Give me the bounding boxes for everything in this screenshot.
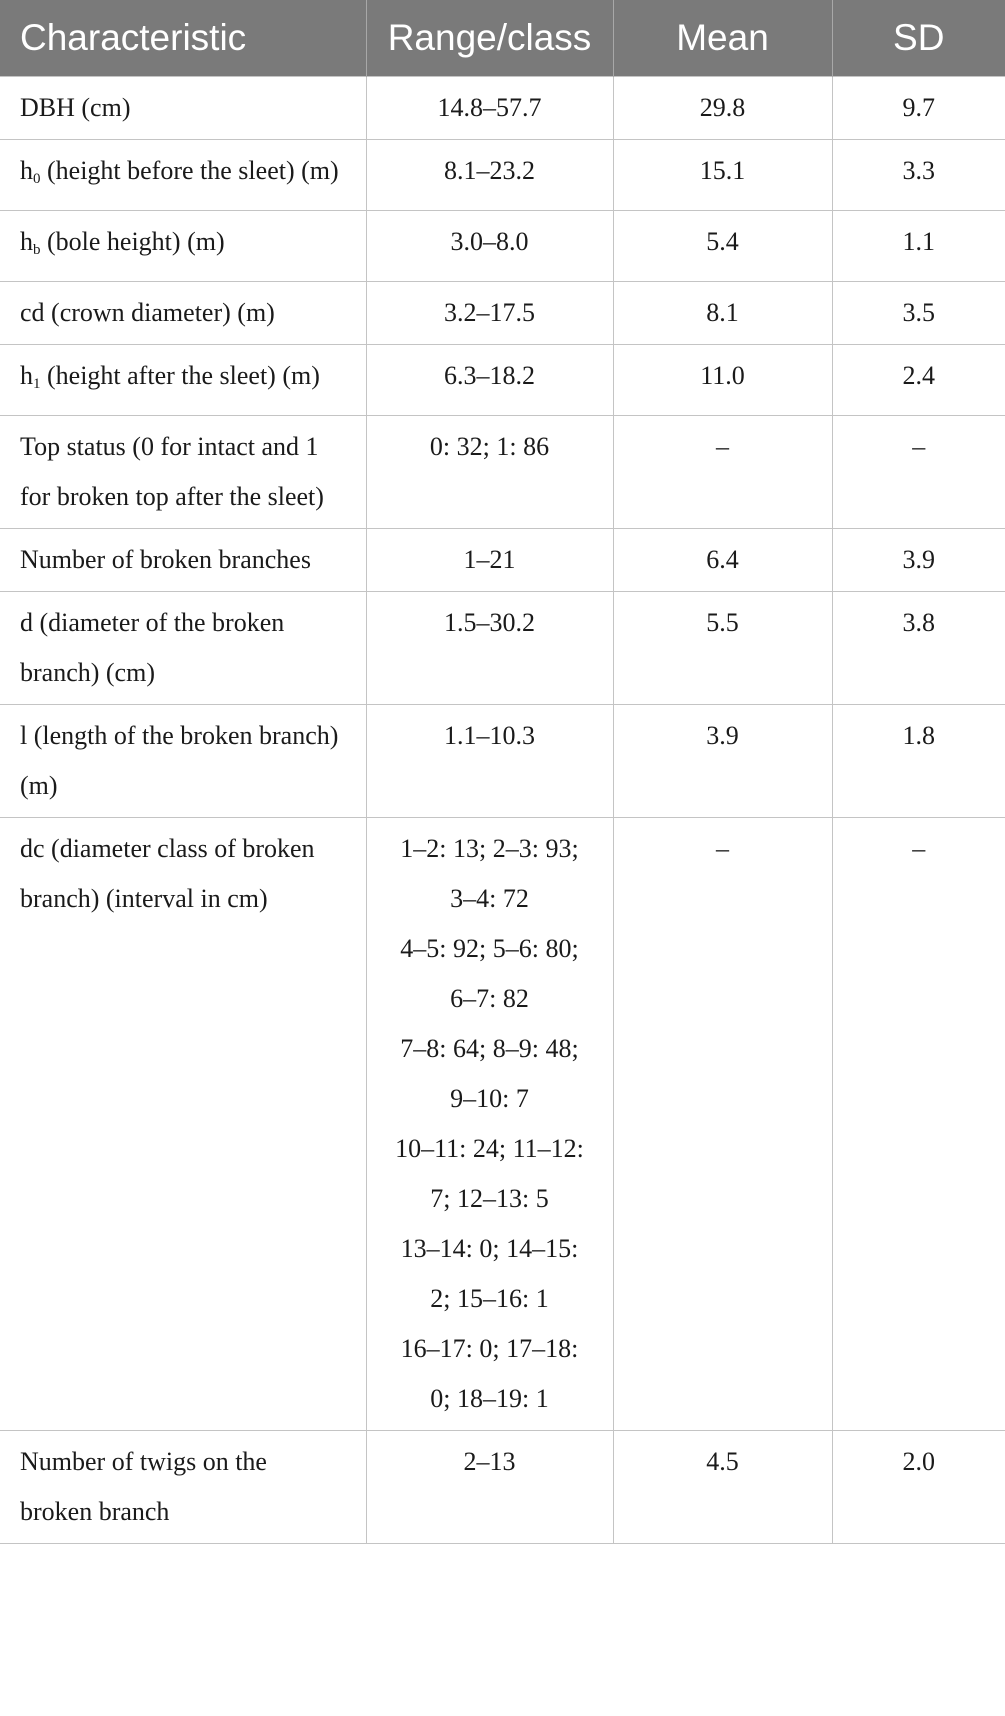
range-class-line: 1–2: 13; 2–3: 93; bbox=[400, 834, 579, 863]
cell-sd: 9.7 bbox=[832, 77, 1005, 140]
range-class-line: 6.3–18.2 bbox=[444, 361, 535, 390]
characteristic-text: h bbox=[20, 156, 33, 185]
cell-range-class bbox=[366, 529, 613, 592]
table-header bbox=[0, 0, 1005, 77]
table-row bbox=[0, 211, 1005, 282]
cell-mean: 4.5 bbox=[613, 1431, 832, 1544]
cell-range-class bbox=[366, 1431, 613, 1544]
characteristic-text: h bbox=[20, 361, 33, 390]
characteristic-subscript: 1 bbox=[33, 376, 41, 392]
cell-mean: 11.0 bbox=[613, 345, 832, 416]
cell-mean: 29.8 bbox=[613, 77, 832, 140]
header-sd: SD bbox=[832, 0, 1005, 77]
header-characteristic: Characteristic bbox=[20, 17, 247, 58]
range-class-line: 4–5: 92; 5–6: 80; bbox=[400, 934, 579, 963]
characteristic-subscript: 0 bbox=[33, 171, 41, 187]
cell-sd: 3.3 bbox=[832, 140, 1005, 211]
range-class-line: 1.1–10.3 bbox=[444, 721, 535, 750]
cell-characteristic bbox=[0, 140, 366, 211]
characteristic-text: Number of broken branches bbox=[20, 545, 311, 574]
cell-characteristic bbox=[0, 818, 366, 1431]
table-row bbox=[0, 345, 1005, 416]
cell-mean: 6.4 bbox=[613, 529, 832, 592]
range-class-line: 14.8–57.7 bbox=[437, 93, 542, 122]
cell-mean: – bbox=[613, 416, 832, 529]
characteristic-text: h bbox=[20, 227, 33, 256]
table-row bbox=[0, 705, 1005, 818]
cell-characteristic bbox=[0, 282, 366, 345]
cell-characteristic bbox=[0, 77, 366, 140]
range-class-line: 7–8: 64; 8–9: 48; bbox=[400, 1034, 579, 1063]
cell-mean: 8.1 bbox=[613, 282, 832, 345]
characteristic-text: l (length of the broken branch) (m) bbox=[20, 721, 339, 800]
table-row bbox=[0, 140, 1005, 211]
range-class-line: 1.5–30.2 bbox=[444, 608, 535, 637]
table-row bbox=[0, 416, 1005, 529]
characteristic-text: DBH (cm) bbox=[20, 93, 131, 122]
cell-range-class bbox=[366, 77, 613, 140]
characteristic-text: dc (diameter class of broken branch) (interval in cm) bbox=[20, 834, 315, 913]
table-row bbox=[0, 77, 1005, 140]
range-class-line: 8.1–23.2 bbox=[444, 156, 535, 185]
range-class-line: 16–17: 0; 17–18: bbox=[400, 1334, 579, 1363]
range-class-line: 10–11: 24; 11–12: bbox=[395, 1134, 584, 1163]
range-class-line: 6–7: 82 bbox=[450, 984, 529, 1013]
cell-characteristic bbox=[0, 211, 366, 282]
header-mean: Mean bbox=[613, 0, 832, 77]
characteristic-text-rest: (height before the sleet) (m) bbox=[40, 156, 339, 185]
cell-mean: 5.4 bbox=[613, 211, 832, 282]
cell-range-class bbox=[366, 211, 613, 282]
table-row bbox=[0, 282, 1005, 345]
cell-range-class bbox=[366, 416, 613, 529]
cell-sd: 1.8 bbox=[832, 705, 1005, 818]
table-row bbox=[0, 529, 1005, 592]
header-row bbox=[0, 0, 1005, 77]
cell-mean: 3.9 bbox=[613, 705, 832, 818]
range-class-line: 9–10: 7 bbox=[450, 1084, 529, 1113]
cell-characteristic bbox=[0, 416, 366, 529]
table-row bbox=[0, 818, 1005, 1431]
cell-characteristic bbox=[0, 1431, 366, 1544]
cell-sd: 3.8 bbox=[832, 592, 1005, 705]
cell-mean: – bbox=[613, 818, 832, 1431]
cell-sd: 3.9 bbox=[832, 529, 1005, 592]
range-class-line: 7; 12–13: 5 bbox=[430, 1184, 549, 1213]
cell-mean: 15.1 bbox=[613, 140, 832, 211]
cell-characteristic bbox=[0, 705, 366, 818]
characteristic-subscript: b bbox=[33, 242, 41, 258]
range-class-line: 0: 32; 1: 86 bbox=[429, 432, 550, 461]
range-class-line: 0; 18–19: 1 bbox=[430, 1384, 549, 1413]
cell-range-class bbox=[366, 345, 613, 416]
characteristic-text: Number of twigs on the broken branch bbox=[20, 1447, 267, 1526]
characteristic-text-rest: (bole height) (m) bbox=[40, 227, 225, 256]
cell-range-class bbox=[366, 592, 613, 705]
range-class-line: 3.2–17.5 bbox=[444, 298, 535, 327]
cell-sd: 2.4 bbox=[832, 345, 1005, 416]
range-class-line: 2; 15–16: 1 bbox=[430, 1284, 549, 1313]
table-body bbox=[0, 77, 1005, 1544]
range-class-line: 1–21 bbox=[463, 545, 516, 574]
cell-sd: 3.5 bbox=[832, 282, 1005, 345]
cell-sd: – bbox=[832, 416, 1005, 529]
table-row bbox=[0, 592, 1005, 705]
cell-sd: 2.0 bbox=[832, 1431, 1005, 1544]
cell-sd: – bbox=[832, 818, 1005, 1431]
cell-range-class bbox=[366, 705, 613, 818]
cell-range-class bbox=[366, 140, 613, 211]
cell-sd: 1.1 bbox=[832, 211, 1005, 282]
range-class-line: 3–4: 72 bbox=[450, 884, 529, 913]
characteristic-text-rest: (height after the sleet) (m) bbox=[40, 361, 320, 390]
cell-characteristic bbox=[0, 529, 366, 592]
cell-range-class bbox=[366, 818, 613, 1431]
characteristic-text: d (diameter of the broken branch) (cm) bbox=[20, 608, 285, 687]
characteristic-text: cd (crown diameter) (m) bbox=[20, 298, 275, 327]
cell-characteristic bbox=[0, 592, 366, 705]
cell-mean: 5.5 bbox=[613, 592, 832, 705]
header-range-class: Range/class bbox=[366, 0, 613, 77]
cell-characteristic bbox=[0, 345, 366, 416]
range-class-line: 3.0–8.0 bbox=[450, 227, 529, 256]
range-class-line: 2–13 bbox=[463, 1447, 516, 1476]
cell-range-class bbox=[366, 282, 613, 345]
table-row bbox=[0, 1431, 1005, 1544]
range-class-line: 13–14: 0; 14–15: bbox=[400, 1234, 579, 1263]
characteristic-text: Top status (0 for intact and 1 for broken top after the sleet) bbox=[20, 432, 324, 511]
